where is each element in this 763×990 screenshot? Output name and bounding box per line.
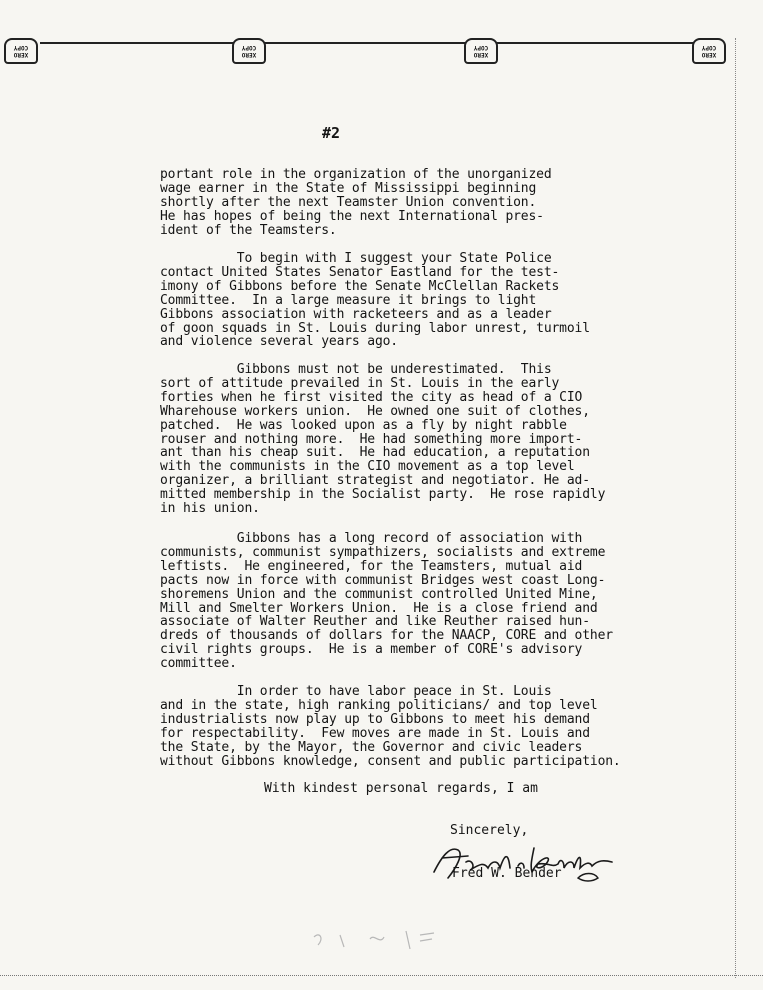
paragraph: Gibbons must not be underestimated. This sort of attitude prevailed in St. Louis in the early forties when he first visited the city as head of a CIO Wharehouse workers union. He owned one suit of clothes, patched. He was looked upon as a fly by night rabble rouser and nothing more. He had something more import- ant than his cheap suit. He had education, a reputation with the communists in the CIO movement as a top level organizer, a brilliant strategist and negotiator. He ad- mitted membership in the Socialist party. He rose rapidly in his union. [160, 362, 606, 517]
xero-copy-stamp: COPY XERO [232, 38, 266, 64]
xero-copy-stamp: COPY XERO [4, 38, 38, 64]
closing-line: With kindest personal regards, I am [264, 781, 538, 796]
paragraph: Gibbons has a long record of association with communists, communist sympathizers, socialists and extreme leftists. He engineered, for the Teamsters, mutual aid pacts now in force with communist Bridges west coast Long- shoremens Union and the communist controlled United Mine, Mill and Smelter Workers Union. He is a close friend and associate of Walter Reuther and like Reuther raised hun- dreds of thousands of dollars for the NAACP, CORE and other civil rights groups. He is a member of CORE's advisory committee. [160, 531, 613, 672]
xero-copy-stamp: COPY XERO [464, 38, 498, 64]
paragraph: To begin with I suggest your State Police contact United States Senator Eastland for the test- imony of Gibbons before the Senate McClellan Rackets Committee. In a large measure it brings to light Gibbons association with racketeers and as a leader of goon squads in St. Louis during labor unrest, turmoil and violence several years ago. [160, 251, 590, 350]
page-top-edge [40, 42, 720, 44]
paragraph: portant role in the organization of the unorganized wage earner in the State of Mississippi beginning shortly after the next Teamster Union convention. He has hopes of being the next International pres- ident of the Teamsters. [160, 167, 552, 238]
faint-pencil-marks [310, 925, 440, 955]
signer-name: Fred W. Bender [452, 866, 562, 881]
page-bottom-edge [0, 975, 763, 976]
paragraph: In order to have labor peace in St. Louis and in the state, high ranking politicians/ and top level industrialists now play up to Gibbons to meet his demand for respectability. Few moves are made in St. Louis and the State, by the Mayor, the Governor and civic leaders without Gibbons knowledge, consent and public participation. [160, 684, 621, 769]
salutation: Sincerely, [450, 823, 529, 838]
xero-copy-stamp: COPY XERO [692, 38, 726, 64]
page-right-edge [735, 38, 736, 978]
page-number: #2 [322, 124, 341, 142]
